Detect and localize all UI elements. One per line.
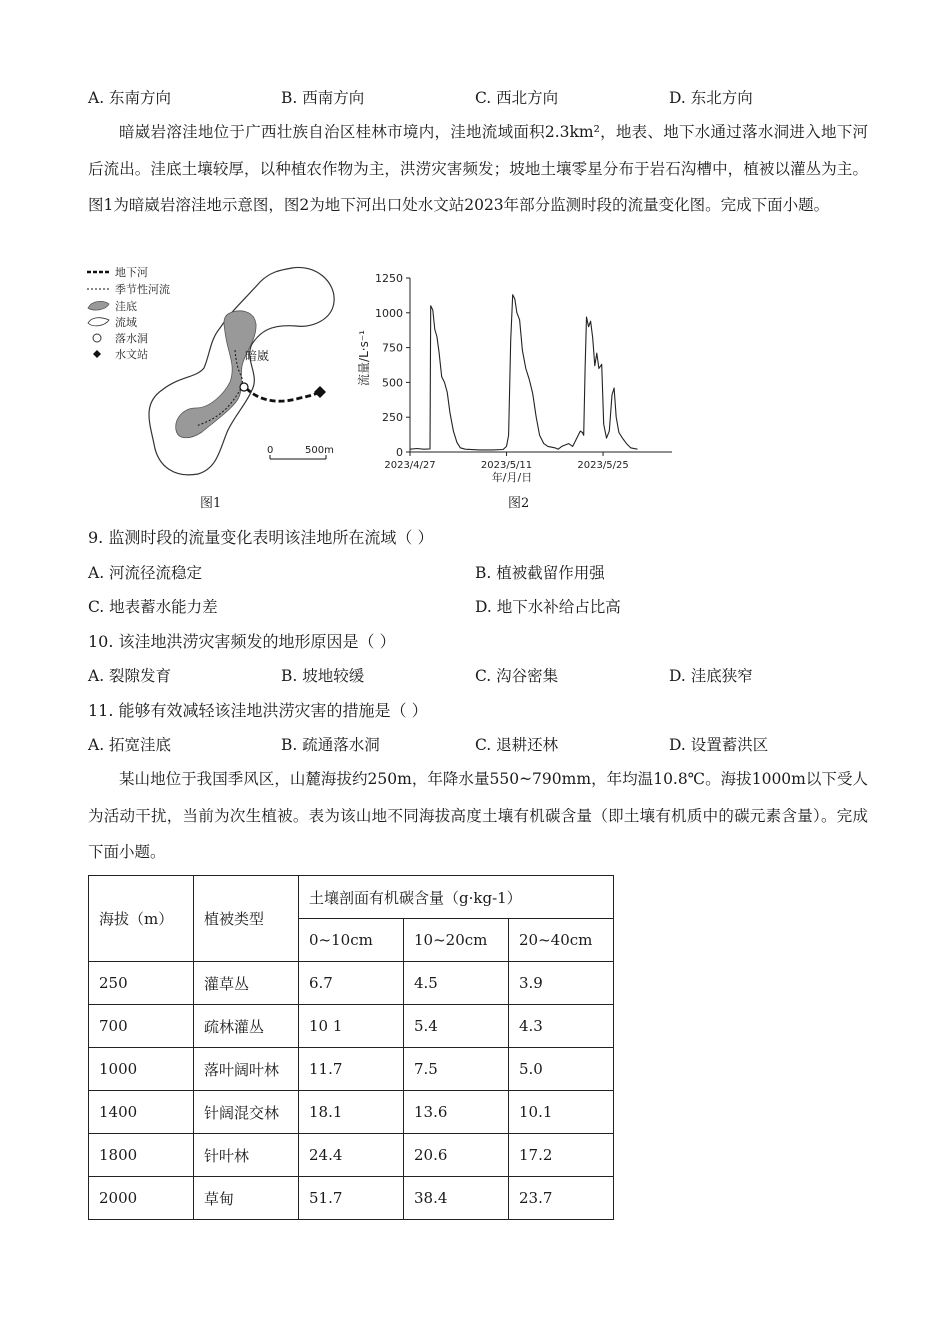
cell-altitude: 1800 bbox=[89, 1134, 194, 1177]
cell-carbon: 5.0 bbox=[509, 1048, 614, 1091]
y-tick-label: 500 bbox=[382, 376, 403, 390]
cell-vegetation: 灌草丛 bbox=[194, 962, 299, 1005]
y-tick-label: 250 bbox=[382, 411, 403, 425]
q8-option-c: C. 西北方向 bbox=[475, 89, 559, 107]
y-tick-label: 1250 bbox=[375, 272, 403, 285]
cell-vegetation: 针阔混交林 bbox=[194, 1091, 299, 1134]
cell-carbon: 20.6 bbox=[404, 1134, 509, 1177]
cell-vegetation: 落叶阔叶林 bbox=[194, 1048, 299, 1091]
passage-mountain-text: 某山地位于我国季风区，山麓海拔约250m，年降水量550~790mm，年均温10.8℃。海拔1000m以下受人为活动干扰，当前为次生植被。表为该山地不同海拔高度土壤有机碳含量（即土壤有机质中的碳元素含量）。完成下面小题。 bbox=[88, 770, 868, 861]
cell-altitude: 1400 bbox=[89, 1091, 194, 1134]
cell-carbon: 4.5 bbox=[404, 962, 509, 1005]
legend-underground-river: 地下河 bbox=[115, 266, 148, 279]
cell-carbon: 17.2 bbox=[509, 1134, 614, 1177]
soil-carbon-table bbox=[88, 875, 614, 1220]
x-tick-label: 2023/4/27 bbox=[384, 460, 436, 471]
q10-option-d: D. 洼底狭窄 bbox=[669, 667, 753, 685]
q10-option-c: C. 沟谷密集 bbox=[475, 667, 559, 685]
cell-carbon: 5.4 bbox=[404, 1005, 509, 1048]
cell-altitude: 250 bbox=[89, 962, 194, 1005]
cell-carbon: 4.3 bbox=[509, 1005, 614, 1048]
flow-series-line bbox=[410, 295, 638, 450]
q9-option-d: D. 地下水补给占比高 bbox=[475, 598, 621, 616]
cell-carbon: 13.6 bbox=[404, 1091, 509, 1134]
q11-option-c: C. 退耕还林 bbox=[475, 736, 559, 754]
cell-carbon: 51.7 bbox=[299, 1177, 404, 1220]
y-tick-label: 0 bbox=[396, 446, 403, 459]
chart-axes bbox=[410, 278, 672, 452]
chart-x-axis-label: 年/月/日 bbox=[491, 471, 533, 484]
table-row bbox=[89, 962, 614, 1005]
cell-vegetation: 疏林灌丛 bbox=[194, 1005, 299, 1048]
figure-2-caption: 图2 bbox=[508, 496, 530, 511]
q10-option-a: A. 裂隙发育 bbox=[88, 667, 172, 685]
cell-carbon: 38.4 bbox=[404, 1177, 509, 1220]
header-carbon: 土壤剖面有机碳含量（g·kg-1） bbox=[299, 876, 614, 919]
header-altitude: 海拔（m） bbox=[89, 876, 194, 962]
place-label-anwai: 暗崴 bbox=[245, 349, 270, 363]
sinkhole-marker bbox=[240, 383, 248, 391]
q9-stem: 9. 监测时段的流量变化表明该洼地所在流域（ ） bbox=[88, 528, 434, 547]
scale-zero: 0 bbox=[267, 445, 274, 456]
q11-option-a: A. 拓宽洼底 bbox=[88, 736, 172, 754]
figure-1-caption: 图1 bbox=[200, 496, 222, 511]
table-row bbox=[89, 1005, 614, 1048]
cell-carbon: 10.1 bbox=[509, 1091, 614, 1134]
cell-carbon: 6.7 bbox=[299, 962, 404, 1005]
y-tick-label: 1000 bbox=[375, 306, 403, 320]
header-depth: 0~10cm bbox=[299, 919, 404, 962]
q9-option-b: B. 植被截留作用强 bbox=[475, 564, 605, 582]
figure-1-map bbox=[84, 262, 344, 490]
table-row bbox=[89, 1134, 614, 1177]
q11-option-d: D. 设置蓄洪区 bbox=[669, 736, 769, 754]
x-tick-label: 2023/5/11 bbox=[480, 460, 533, 471]
table-row bbox=[89, 1091, 614, 1134]
header-depth: 20~40cm bbox=[509, 919, 614, 962]
legend-gauging-station: 水文站 bbox=[115, 348, 148, 361]
cell-carbon: 3.9 bbox=[509, 962, 614, 1005]
figure-2-flow-chart bbox=[352, 268, 682, 490]
legend-catchment: 流域 bbox=[115, 316, 137, 329]
passage-karst bbox=[88, 114, 868, 224]
q9-option-a: A. 河流径流稳定 bbox=[88, 564, 203, 582]
legend-seasonal-river: 季节性河流 bbox=[115, 283, 170, 296]
underground-river bbox=[246, 388, 320, 401]
q11-option-b: B. 疏通落水洞 bbox=[281, 736, 380, 754]
cell-carbon: 18.1 bbox=[299, 1091, 404, 1134]
header-vegetation: 植被类型 bbox=[194, 876, 299, 962]
cell-carbon: 11.7 bbox=[299, 1048, 404, 1091]
scale-value: 500m bbox=[305, 445, 334, 456]
passage-mountain bbox=[88, 761, 868, 871]
cell-altitude: 700 bbox=[89, 1005, 194, 1048]
cell-vegetation: 草甸 bbox=[194, 1177, 299, 1220]
legend-depression-floor: 洼底 bbox=[115, 300, 137, 313]
cell-altitude: 2000 bbox=[89, 1177, 194, 1220]
q11-stem: 11. 能够有效减轻该洼地洪涝灾害的措施是（ ） bbox=[88, 701, 428, 720]
chart-ticks bbox=[375, 272, 629, 471]
chart-y-axis-label: 流量/L·s⁻¹ bbox=[357, 330, 371, 386]
cell-carbon: 10 1 bbox=[299, 1005, 404, 1048]
q10-option-b: B. 坡地较缓 bbox=[281, 667, 365, 685]
gauging-station-marker bbox=[314, 386, 326, 398]
cell-carbon: 24.4 bbox=[299, 1134, 404, 1177]
cell-vegetation: 针叶林 bbox=[194, 1134, 299, 1177]
q10-stem: 10. 该洼地洪涝灾害频发的地形原因是（ ） bbox=[88, 632, 396, 651]
cell-altitude: 1000 bbox=[89, 1048, 194, 1091]
table-row bbox=[89, 1048, 614, 1091]
cell-carbon: 23.7 bbox=[509, 1177, 614, 1220]
y-tick-label: 750 bbox=[382, 341, 403, 355]
table-header-row bbox=[89, 876, 614, 919]
header-depth: 10~20cm bbox=[404, 919, 509, 962]
passage-karst-text: 暗崴岩溶洼地位于广西壮族自治区桂林市境内，洼地流域面积2.3km²，地表、地下水通过落水洞进入地下河后流出。洼底土壤较厚，以种植农作物为主，洪涝灾害频发；坡地土壤零星分布于岩石沟槽中，植被以灌丛为主。图1为暗崴岩溶洼地示意图，图2为地下河出口处水文站2023年部分监测时段的流量变化图。完成下面小题。 bbox=[88, 123, 868, 214]
q8-option-d: D. 东北方向 bbox=[669, 89, 753, 107]
q9-option-c: C. 地表蓄水能力差 bbox=[88, 598, 218, 616]
q8-option-a: A. 东南方向 bbox=[88, 89, 172, 107]
table-row bbox=[89, 1177, 614, 1220]
legend-sinkhole: 落水洞 bbox=[115, 332, 148, 345]
q8-option-b: B. 西南方向 bbox=[281, 89, 365, 107]
x-tick-label: 2023/5/25 bbox=[577, 460, 629, 471]
cell-carbon: 7.5 bbox=[404, 1048, 509, 1091]
